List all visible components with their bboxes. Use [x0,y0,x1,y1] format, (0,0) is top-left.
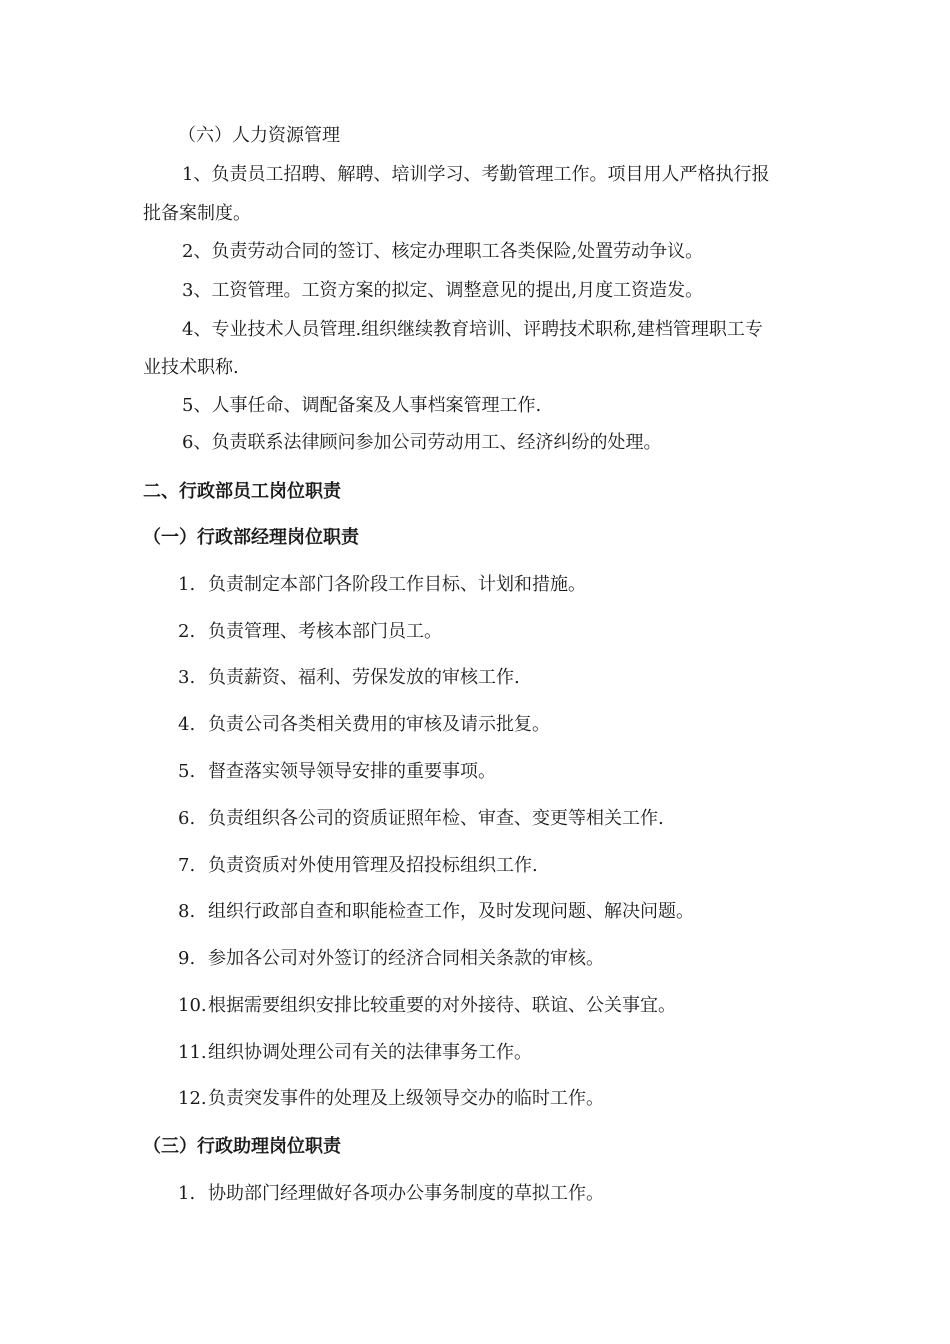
manager-item-1 [178,573,586,597]
item-number: 3. [178,667,196,688]
manager-item-7 [178,854,538,878]
hr-section-heading: （六）人力资源管理 [178,125,340,146]
hr-paragraph-3: 3、工资管理。工资方案的拟定、调整意见的提出,月度工资造发。 [182,280,704,301]
item-text: 参加各公司对外签订的经济合同相关条款的审核。 [208,948,604,969]
manager-item-8 [178,900,694,924]
manager-section-heading: （一）行政部经理岗位职责 [143,527,359,548]
item-number: 2. [178,621,196,642]
hr-paragraph-5: 5、人事任命、调配备案及人事档案管理工作. [182,395,542,416]
item-text: 负责资质对外使用管理及招投标组织工作. [208,855,538,876]
item-number: 7. [178,855,196,876]
hr-paragraph-1-line-1: 1、负责员工招聘、解聘、培训学习、考勤管理工作。项目用人严格执行报 [182,164,770,185]
manager-item-11 [178,1041,532,1065]
item-text: 负责公司各类相关费用的审核及请示批复。 [208,714,550,735]
item-number: 12. [178,1088,207,1109]
item-number: 6. [178,808,196,829]
item-text: 组织行政部自查和职能检查工作，及时发现问题、解决问题。 [208,901,694,922]
item-text: 负责制定本部门各阶段工作目标、计划和措施。 [208,574,586,595]
assistant-section-heading: （三）行政助理岗位职责 [143,1136,341,1157]
hr-paragraph-6: 6、负责联系法律顾问参加公司劳动用工、经济纠纷的处理。 [182,432,662,453]
item-text: 根据需要组织安排比较重要的对外接待、联谊、公关事宜。 [208,995,676,1016]
item-text: 负责组织各公司的资质证照年检、审查、变更等相关工作. [208,808,664,829]
hr-paragraph-4-line-1: 4、专业技术人员管理.组织继续教育培训、评聘技术职称,建档管理职工专 [182,319,763,340]
manager-item-12 [178,1087,604,1111]
item-number: 11. [178,1042,207,1063]
item-number: 4. [178,714,196,735]
item-text: 协助部门经理做好各项办公事务制度的草拟工作。 [208,1183,604,1204]
assistant-item-1 [178,1182,604,1206]
manager-item-9 [178,947,604,971]
item-text: 负责薪资、福利、劳保发放的审核工作. [208,667,520,688]
item-number: 8. [178,901,196,922]
manager-item-2 [178,620,442,644]
section-two-heading: 二、行政部员工岗位职责 [143,481,341,502]
manager-item-3 [178,666,520,690]
hr-paragraph-4-line-2: 业技术职称. [143,357,239,378]
item-number: 1. [178,574,196,595]
hr-paragraph-1-line-2: 批备案制度。 [143,203,251,224]
manager-item-4 [178,713,550,737]
item-number: 9. [178,948,196,969]
item-text: 组织协调处理公司有关的法律事务工作。 [208,1042,532,1063]
item-number: 10. [178,995,207,1016]
item-text: 负责突发事件的处理及上级领导交办的临时工作。 [208,1088,604,1109]
manager-item-10 [178,994,676,1018]
hr-paragraph-2: 2、负责劳动合同的签订、核定办理职工各类保险,处置劳动争议。 [182,241,704,262]
manager-item-5 [178,760,496,784]
manager-item-6 [178,807,664,831]
item-number: 5. [178,761,196,782]
item-text: 负责管理、考核本部门员工。 [208,621,442,642]
item-number: 1. [178,1183,196,1204]
item-text: 督查落实领导领导安排的重要事项。 [208,761,496,782]
